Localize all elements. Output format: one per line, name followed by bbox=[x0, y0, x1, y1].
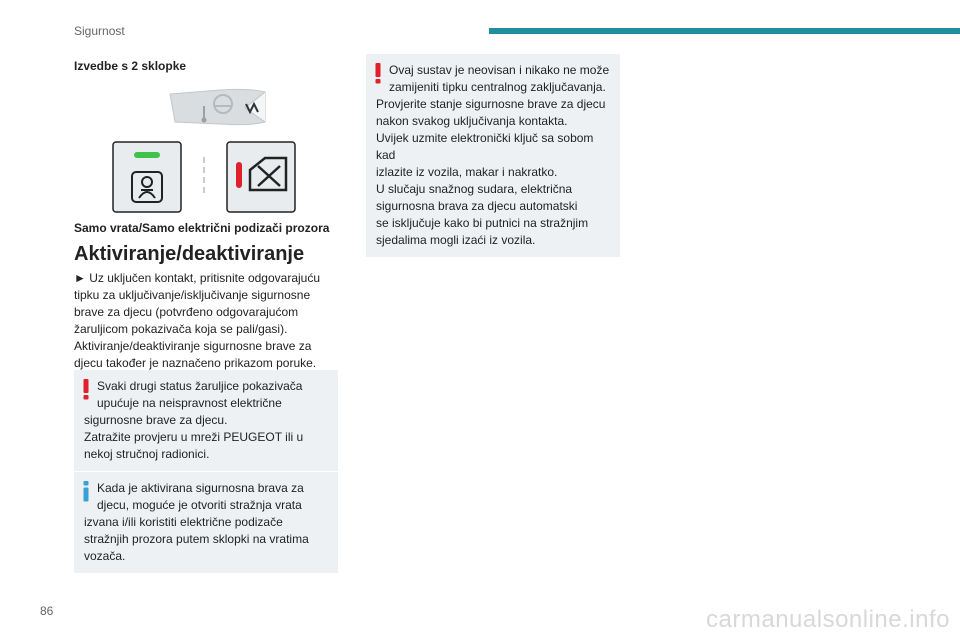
note-line: nekoj stručnoj radionici. bbox=[84, 447, 210, 461]
note-line: Ovaj sustav je neovisan i nikako ne može bbox=[389, 63, 610, 77]
instruction-paragraph bbox=[74, 270, 336, 372]
child-lock-switches-illustration bbox=[100, 82, 300, 217]
body-line: žaruljicom pokazivača koja se pali/gasi). bbox=[74, 322, 288, 336]
section-title: Aktiviranje/deaktiviranje bbox=[74, 243, 305, 265]
note-line: stražnjih prozora putem sklopki na vratima bbox=[84, 532, 309, 546]
note-line: Zatražite provjeru u mreži PEUGEOT ili u bbox=[84, 430, 304, 444]
window-lock-switch bbox=[227, 142, 295, 212]
note-line: U slučaju snažnog sudara, električna bbox=[376, 182, 573, 196]
red-indicator-light bbox=[236, 162, 242, 188]
body-line: djecu također je naznačeno prikazom poruke. bbox=[74, 356, 317, 370]
body-line: Aktiviranje/deaktiviranje sigurnosne brave za bbox=[74, 339, 312, 353]
note-line: se isključuje kako bi putnici na stražnjim bbox=[376, 216, 589, 230]
note-line: zamijeniti tipku centralnog zaključavanja. bbox=[389, 80, 606, 94]
note-line: upućuje na neispravnost električne bbox=[97, 396, 282, 410]
note-line: izlazite iz vozila, makar i nakratko. bbox=[376, 165, 558, 179]
note-line: sigurnosna brava za djecu automatski bbox=[376, 199, 578, 213]
note-line: Svaki drugi status žaruljice pokazivača bbox=[97, 379, 303, 393]
note-line: sigurnosne brave za djecu. bbox=[84, 413, 228, 427]
door-panel-icon bbox=[170, 89, 265, 124]
exclamation-icon bbox=[80, 378, 92, 400]
note-line: vozača. bbox=[84, 549, 126, 563]
warning-note bbox=[74, 370, 338, 471]
note-line: izvana i/ili koristiti električne podizače bbox=[84, 515, 283, 529]
note-line: sjedalima mogli izaći iz vozila. bbox=[376, 233, 536, 247]
header-title: Sigurnost bbox=[74, 24, 125, 38]
note-line: Kada je aktivirana sigurnosna brava za bbox=[97, 481, 304, 495]
exclamation-icon bbox=[372, 62, 384, 84]
watermark: carmanualsonline.info bbox=[706, 606, 950, 633]
body-line: brave za djecu (potvrđeno odgovarajućom bbox=[74, 305, 299, 319]
note-line: djecu, moguće je otvoriti stražnja vrata bbox=[97, 498, 302, 512]
info-note bbox=[74, 472, 338, 573]
green-indicator-light bbox=[134, 152, 160, 158]
note-line: Uvijek uzmite elektronički ključ sa sobom kad bbox=[376, 131, 594, 162]
warning-note-right bbox=[366, 54, 620, 257]
subheading: Izvedbe s 2 sklopke bbox=[74, 59, 187, 73]
body-line: ► Uz uključen kontakt, pritisnite odgovarajuću bbox=[74, 271, 320, 285]
illustration-caption: Samo vrata/Samo električni podizači prozora bbox=[74, 221, 330, 235]
door-lock-switch bbox=[113, 142, 181, 212]
info-icon bbox=[80, 480, 92, 502]
note-line: Provjerite stanje sigurnosne brave za djecu bbox=[376, 97, 606, 111]
note-line: nakon svakog uključivanja kontakta. bbox=[376, 114, 568, 128]
body-line: tipku za uključivanje/isključivanje sigurnosne bbox=[74, 288, 311, 302]
page-number: 86 bbox=[40, 604, 54, 618]
header-accent-bar bbox=[489, 28, 960, 34]
